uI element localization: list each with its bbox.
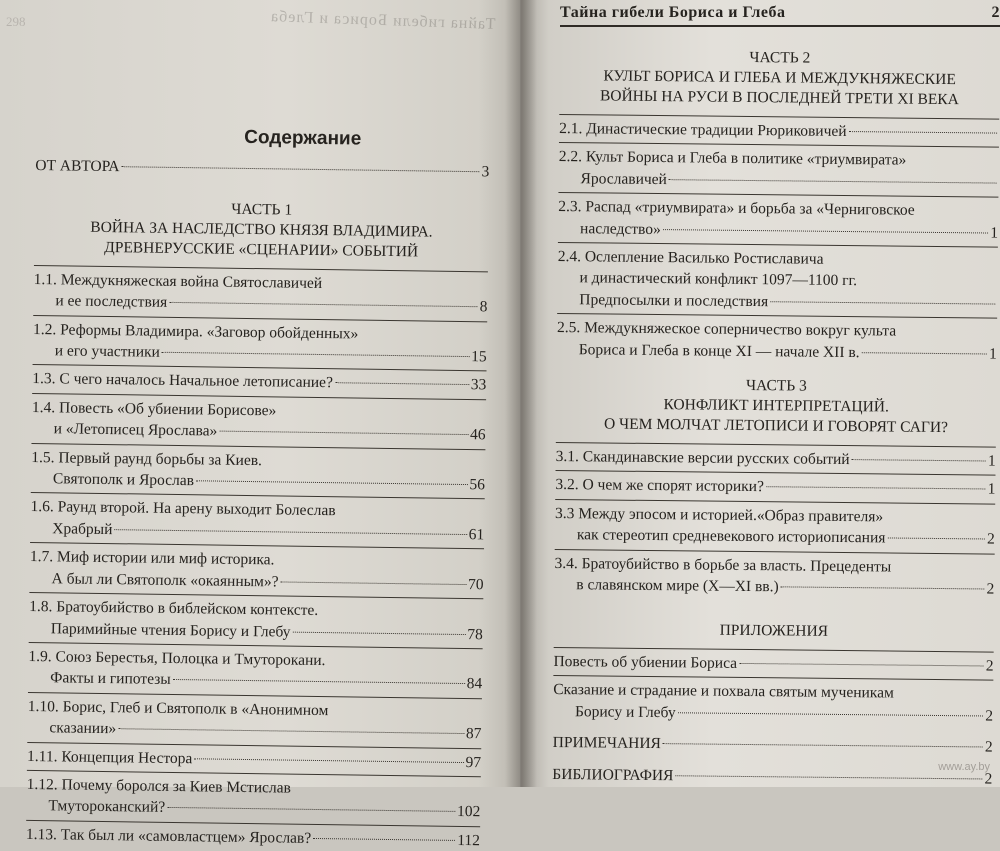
toc-entry-text: Повесть об убиении Бориса <box>553 651 737 674</box>
toc-page-number: 56 <box>469 474 485 496</box>
toc-entry-line <box>27 745 481 773</box>
toc-entry <box>27 696 482 745</box>
leader-dots <box>852 459 986 461</box>
leader-dots <box>739 663 984 667</box>
leader-dots <box>849 131 998 134</box>
toc-entry-text: Борису и Глебу <box>575 701 676 723</box>
toc-page-number: 87 <box>466 723 482 745</box>
watermark: www.ay.by <box>938 761 990 773</box>
toc-entry-text: ОТ АВТОРА <box>35 155 119 178</box>
toc-entry-text: и ее последствия <box>55 291 167 314</box>
toc-entry <box>33 269 488 318</box>
part-1-entries <box>26 269 488 851</box>
toc-entry <box>554 553 994 600</box>
toc-page-number: 2 <box>985 737 993 758</box>
toc-entry-line <box>555 524 995 550</box>
toc-page-number: 61 <box>469 524 485 546</box>
toc-entry-text: и династический конфликт 1097—1100 гг. <box>579 268 857 292</box>
toc-entry <box>559 118 999 144</box>
toc-page-number: 2 <box>985 705 993 726</box>
right-toc <box>552 44 1000 790</box>
part-1-title-line1: ВОЙНА ЗА НАСЛЕДСТВО КНЯЗЯ ВЛАДИМИРА. <box>34 217 488 243</box>
left-toc <box>26 118 490 851</box>
toc-entry-line <box>557 289 997 315</box>
toc-entry <box>557 317 997 364</box>
toc-entry <box>555 503 995 550</box>
toc-entry-line <box>554 574 994 600</box>
part-3-entries <box>554 446 996 600</box>
toc-page-number: 78 <box>467 624 483 646</box>
toc-entry-text: 1.9. Союз Берестья, Полоцка и Тмуторокани. <box>28 646 325 672</box>
toc-entry-text: Паримийные чтения Борису и Глебу <box>51 618 291 643</box>
toc-entry <box>556 446 996 472</box>
toc-entry-text: 3.4. Братоубийство в борьбе за власть. Прецеденты <box>554 553 891 578</box>
running-head-page-number: 2 <box>992 4 1000 22</box>
leader-dots <box>281 581 466 585</box>
part-3-heading <box>556 374 997 439</box>
toc-page-number: 1 <box>989 343 997 364</box>
part-2-title-line2: ВОЙНЫ НА РУСИ В ПОСЛЕДНЕЙ ТРЕТИ XI ВЕКА <box>559 86 999 111</box>
leader-dots <box>114 529 466 535</box>
toc-page-number: 2 <box>986 655 994 676</box>
toc-entry-text: 3.2. О чем же спорят историки? <box>555 474 764 498</box>
toc-entry <box>29 596 484 645</box>
toc-entry <box>30 496 485 545</box>
toc-page-number: 46 <box>470 424 486 446</box>
toc-entry-text: наследство» <box>580 218 661 240</box>
toc-page-number: 3 <box>481 162 489 184</box>
toc-entry <box>553 651 993 677</box>
toc-entry <box>557 246 998 315</box>
leader-dots <box>678 712 984 716</box>
part-1-label: ЧАСТЬ 1 <box>35 197 489 223</box>
toc-page-number: 97 <box>465 752 481 774</box>
leader-dots <box>766 487 986 490</box>
leader-dots <box>121 167 479 173</box>
toc-entry-text: 2.4. Ослепление Василько Ростиславича <box>558 246 824 270</box>
toc-entry-text: Бориса и Глеба в конце XI — начале XII в. <box>579 339 860 363</box>
toc-entry <box>558 196 998 243</box>
toc-entry-text: БИБЛИОГРАФИЯ <box>552 763 673 786</box>
toc-entry-text: как стереотип средневекового историописания <box>577 524 886 549</box>
part-2-title-line1: КУЛЬТ БОРИСА И ГЛЕБА И МЕЖДУКНЯЖЕСКИЕ <box>560 66 1000 91</box>
leader-dots <box>781 586 985 589</box>
leader-dots <box>675 775 982 779</box>
toc-entry-line <box>556 446 996 472</box>
toc-page-number: 70 <box>468 574 484 596</box>
toc-entry-line <box>558 218 998 244</box>
part-1-title-line2: ДРЕВНЕРУССКИЕ «СЦЕНАРИИ» СОБЫТИЙ <box>34 237 488 263</box>
part-3-title-line1: КОНФЛИКТ ИНТЕРПРЕТАЦИЙ. <box>556 394 996 419</box>
toc-page-number: 84 <box>466 673 482 695</box>
toc-entry-line <box>555 474 995 500</box>
leader-dots <box>663 229 989 233</box>
toc-entry <box>558 146 998 193</box>
part-3-title-line2: О ЧЕМ МОЛЧАТ ЛЕТОПИСИ И ГОВОРЯТ САГИ? <box>556 414 996 439</box>
toc-entry-text: Ярославичей <box>580 168 667 190</box>
toc-page-number: 1 <box>988 451 996 472</box>
part-2-label: ЧАСТЬ 2 <box>560 46 1000 71</box>
toc-entry-text: 1.10. Борис, Глеб и Святополк в «Анонимном <box>28 696 329 722</box>
toc-entry-text: ПРИМЕЧАНИЯ <box>553 732 661 755</box>
toc-entry-text: Сказание и страдание и похвала святым мученикам <box>553 679 894 704</box>
leader-dots <box>293 631 466 634</box>
toc-page-number: 8 <box>480 296 488 318</box>
toc-entry <box>26 824 480 851</box>
toc-entry <box>31 447 486 496</box>
toc-page-number: 102 <box>457 801 481 823</box>
leader-dots <box>219 431 468 435</box>
toc-entry <box>27 745 481 773</box>
toc-entry <box>553 679 993 726</box>
toc-page-number: 1 <box>987 479 995 500</box>
toc-entry <box>555 474 995 500</box>
leader-dots <box>335 383 469 386</box>
part-1-heading <box>34 197 489 263</box>
part-3-label: ЧАСТЬ 3 <box>556 374 996 399</box>
toc-entry-bibliography <box>552 763 992 789</box>
toc-entry <box>32 368 486 396</box>
toc-entry-line <box>553 651 993 677</box>
toc-entry-line <box>559 118 999 144</box>
toc-page-number: 1 <box>990 222 998 243</box>
book-gutter <box>505 0 537 787</box>
leader-dots <box>167 807 455 812</box>
leader-dots <box>162 352 469 357</box>
toc-entry-text: А был ли Святополк «окаянным»? <box>51 568 278 593</box>
part-2-heading <box>559 46 1000 111</box>
toc-entry-text: в славянском мире (X—XI вв.) <box>576 574 779 598</box>
toc-entry-line <box>26 824 480 851</box>
leader-dots <box>118 728 464 734</box>
leader-dots <box>169 302 477 307</box>
leader-dots <box>770 301 995 304</box>
toc-entry <box>29 546 484 595</box>
toc-page-number: 33 <box>471 375 487 397</box>
toc-page-number: 2 <box>987 529 995 550</box>
running-head <box>560 4 1000 27</box>
toc-entry-text: 1.5. Первый раунд борьбы за Киев. <box>31 447 262 472</box>
leader-dots <box>669 179 997 183</box>
toc-entry-line <box>32 368 486 396</box>
toc-entry-text: 2.5. Междукняжеское соперничество вокруг культа <box>557 317 896 342</box>
leader-dots <box>194 758 463 763</box>
toc-page-number: 112 <box>457 830 480 851</box>
toc-page-number: 2 <box>986 579 994 600</box>
mirrored-header: Тайна гибели Бориса и Глеба <box>270 8 496 34</box>
toc-entry-text: Предпосылки и последствия <box>579 289 768 312</box>
toc-title: Содержание <box>36 124 490 152</box>
toc-entry-text: 2.2. Культ Бориса и Глеба в политике «триумвирата» <box>559 146 907 171</box>
leader-dots <box>663 743 983 747</box>
toc-page-number: 15 <box>471 346 487 368</box>
toc-entry-text: 1.3. С чего началось Начальное летописание? <box>32 368 333 394</box>
leader-dots <box>196 480 467 485</box>
toc-entry-line <box>558 168 998 194</box>
mirrored-page-number: 298 <box>6 14 26 30</box>
toc-entry-text: 3.3 Между эпосом и историей.«Образ правителя» <box>555 503 883 528</box>
toc-entry-text: Тмутороканский? <box>48 796 165 819</box>
toc-entry-text: 1.2. Реформы Владимира. «Заговор обойденных» <box>33 319 359 345</box>
appendix-entries <box>553 651 994 727</box>
leader-dots <box>887 538 985 540</box>
toc-entry-text: 1.7. Миф истории или миф историка. <box>30 546 275 571</box>
toc-entry-text: 2.1. Династические традиции Рюриковичей <box>559 118 847 142</box>
toc-entry <box>33 319 488 368</box>
toc-entry-text: 1.13. Так был ли «самовластцем» Ярослав? <box>26 824 312 849</box>
toc-entry-text: 1.11. Концепция Нестора <box>27 745 193 769</box>
toc-page-number: 2 <box>984 768 992 789</box>
toc-entry-text: 1.8. Братоубийство в библейском контексте. <box>29 596 318 621</box>
toc-entry <box>32 397 487 446</box>
toc-entry-text: Факты и гипотезы <box>50 668 171 691</box>
toc-entry-text: 1.4. Повесть «Об убиении Борисове» <box>32 397 277 422</box>
toc-entry-text: и его участники <box>55 340 160 363</box>
toc-entry-text: Храбрый <box>52 518 112 540</box>
toc-entry-line <box>553 701 993 727</box>
toc-entry <box>28 646 483 695</box>
toc-entry-notes <box>553 732 993 758</box>
leader-dots <box>862 352 987 354</box>
toc-entry-text: 1.6. Раунд второй. На арену выходит Болеслав <box>30 496 335 522</box>
appendix-heading: ПРИЛОЖЕНИЯ <box>554 617 994 643</box>
toc-entry-text: 3.1. Скандинавские версии русских событий <box>556 446 850 470</box>
toc-entry-text: сказании» <box>49 717 116 739</box>
toc-entry-text: и «Летописец Ярослава» <box>54 419 218 443</box>
leader-dots <box>173 679 465 684</box>
part-2-entries <box>557 118 1000 365</box>
leader-dots <box>313 838 455 841</box>
running-head-title: Тайна гибели Бориса и Глеба <box>560 4 785 22</box>
toc-entry-text: 2.3. Распад «триумвирата» и борьба за «Черниговское <box>558 196 915 221</box>
toc-entry-text: 1.1. Междукняжеская война Святославичей <box>34 269 323 294</box>
toc-entry <box>26 774 481 823</box>
toc-entry-text: 1.12. Почему боролся за Киев Мстислав <box>27 774 291 799</box>
toc-entry-text: Святополк и Ярослав <box>53 468 194 491</box>
